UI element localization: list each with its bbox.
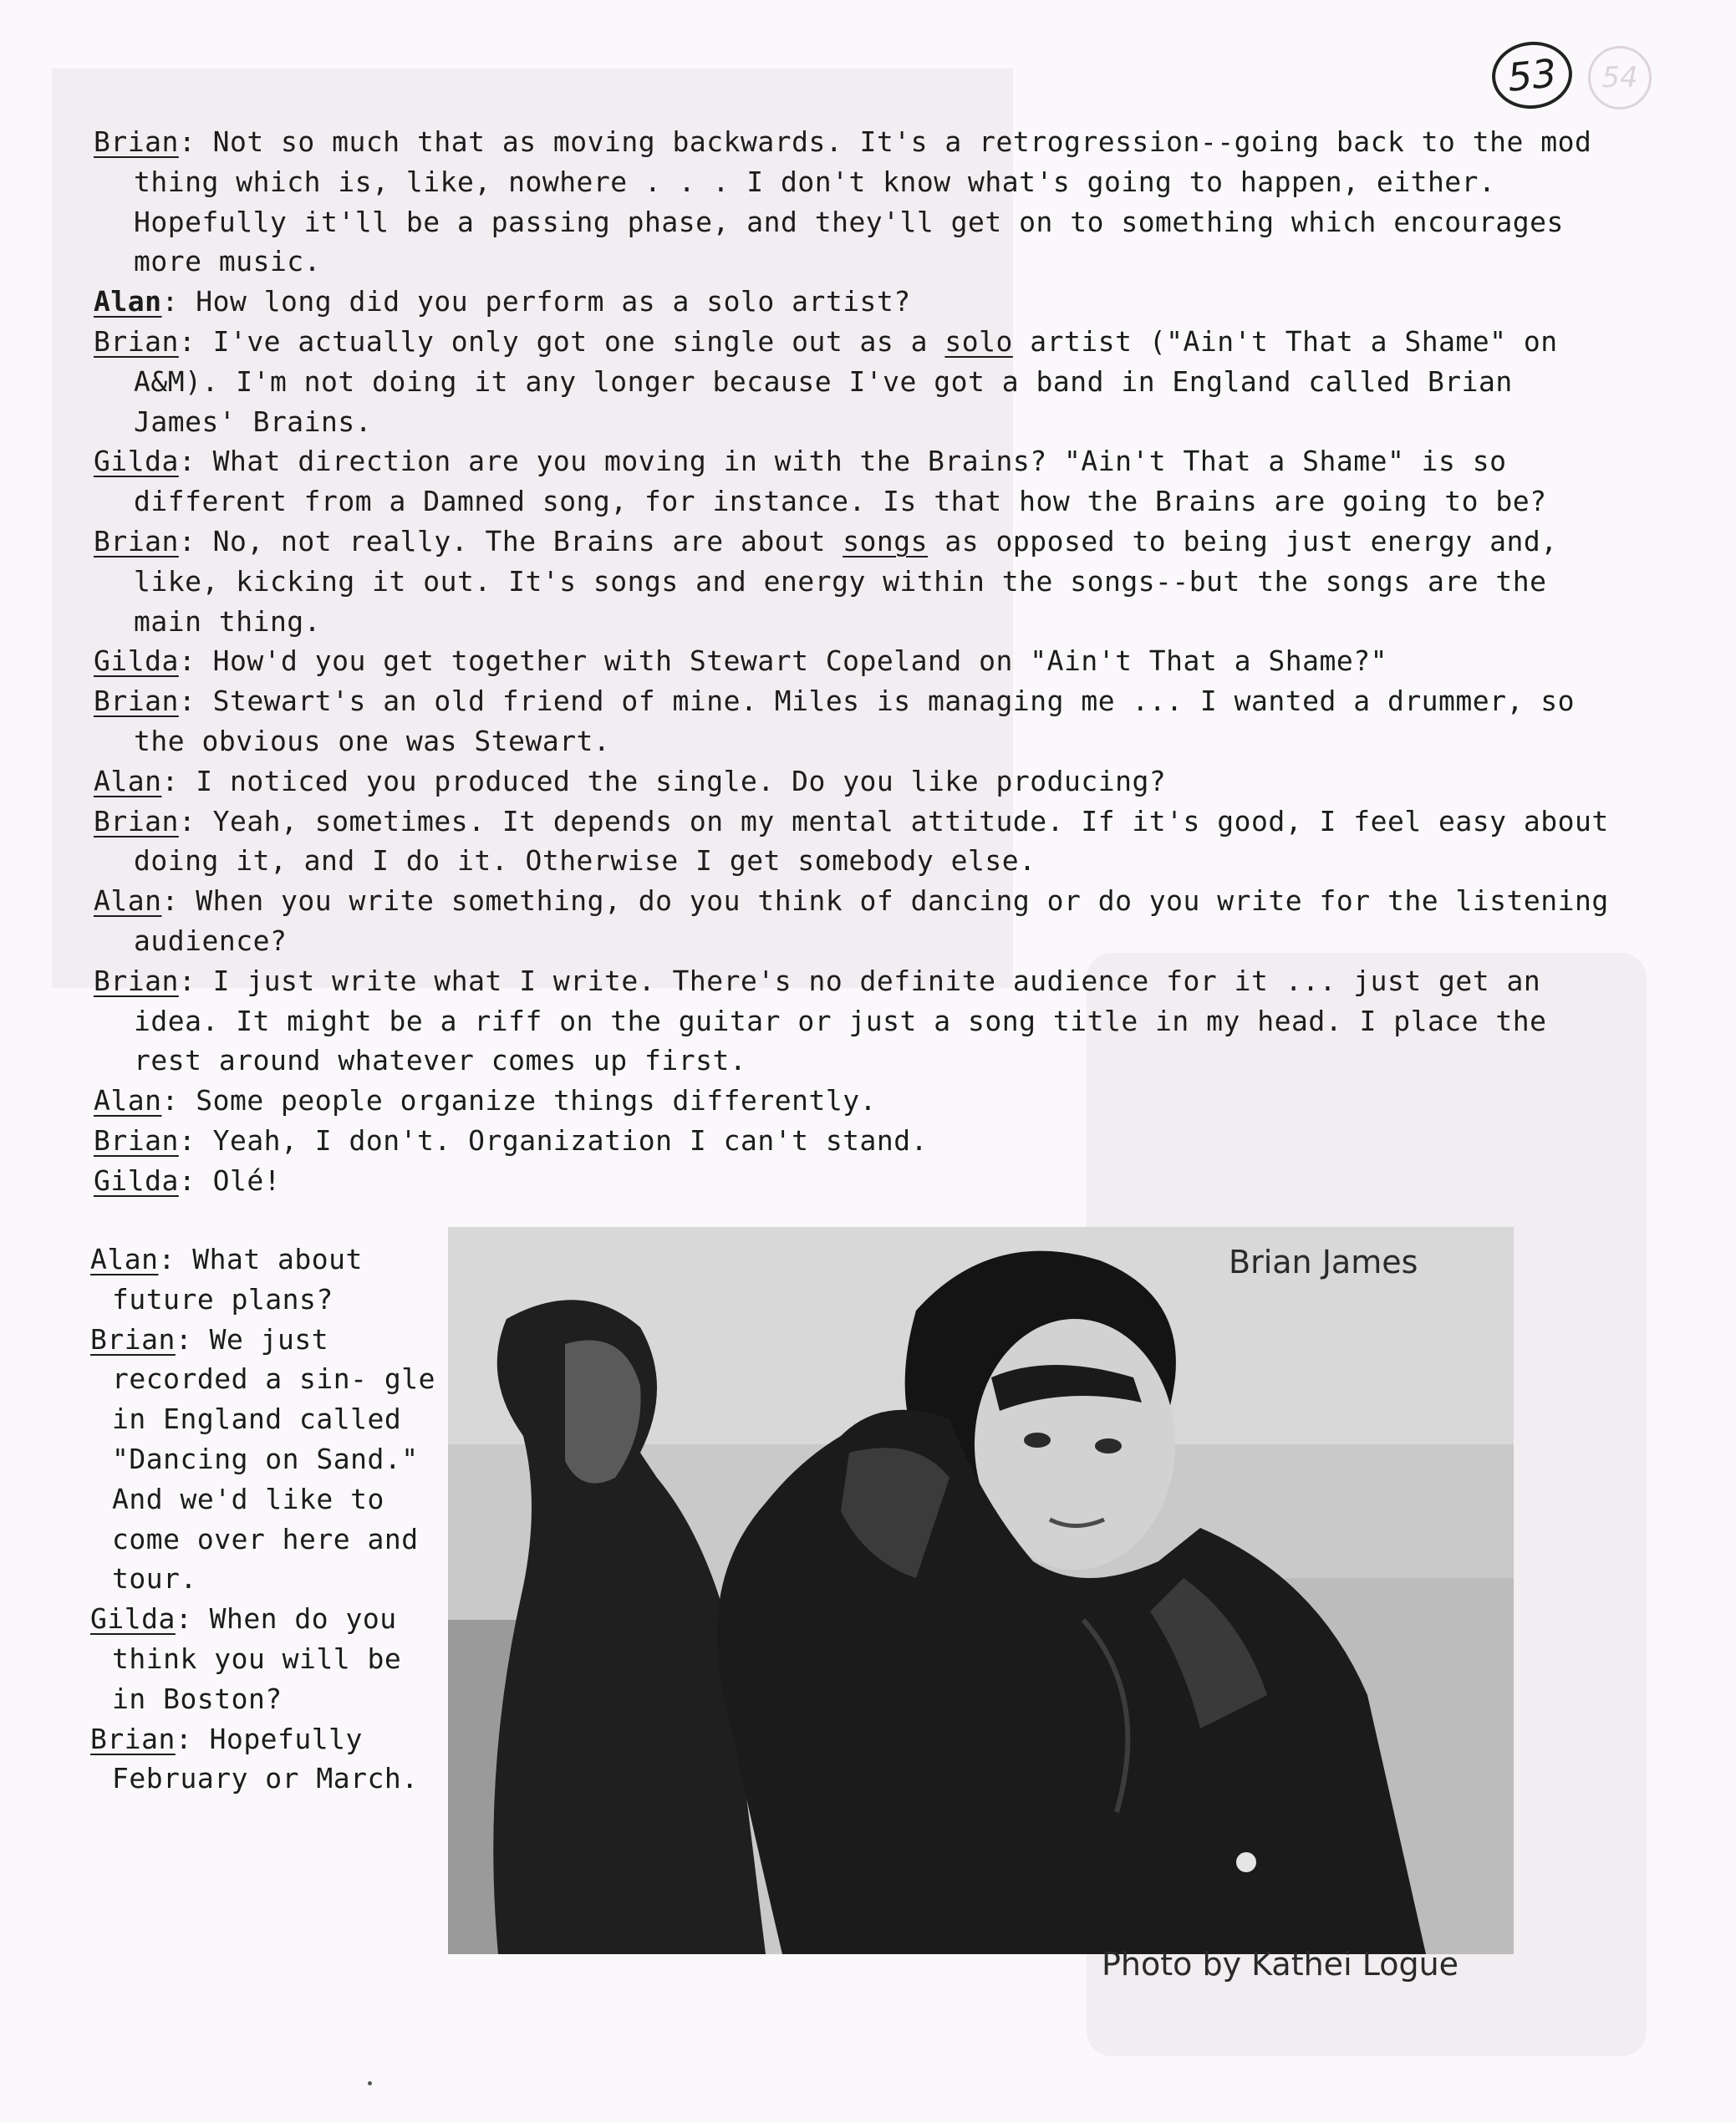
band-photo-drawing: [448, 1227, 1514, 1954]
speaker-name: Brian: [94, 804, 179, 837]
speaker-name: Brian: [94, 324, 179, 358]
transcript-entry: [94, 641, 1623, 681]
speaker-name: Brian: [90, 1322, 176, 1356]
speaker-name: Gilda: [94, 1163, 179, 1197]
page-number-bleed: 54: [1588, 46, 1652, 109]
speech-text: : Not so much that as moving backwards. It's a retrogression--going back to the mod thing which is, like, nowhere . . . I don't know what's going to happen, either. Hopefully it'll be a passing phase, and they'll get on to something which encourages more music.: [134, 125, 1592, 278]
transcript-entry: [90, 1240, 441, 1320]
speech-text: : I noticed you produced the single. Do you like producing?: [161, 764, 1167, 797]
speech-text: as opposed to being just energy and, like, kicking it out. It's songs and energy within the songs--but the songs are the main thing.: [134, 524, 1558, 638]
emphasized-word: songs: [843, 524, 929, 557]
emphasized-word: solo: [944, 324, 1013, 358]
transcript-entry: [90, 1719, 441, 1800]
speaker-name: Alan: [94, 285, 162, 318]
speech-text: : Olé!: [178, 1163, 282, 1197]
speaker-name: Alan: [94, 884, 162, 918]
transcript-entry: [94, 1121, 1623, 1161]
speech-text: : When do you think you will be in Boston?: [112, 1602, 402, 1715]
speck: [368, 2081, 372, 2085]
page-number: 53: [1489, 38, 1576, 113]
speaker-name: Brian: [94, 1123, 179, 1157]
transcript-entry: [94, 961, 1623, 1081]
photo-caption: Brian James: [1229, 1244, 1418, 1280]
speech-text: : How long did you perform as a solo artist?: [161, 285, 911, 318]
speech-text: : Yeah, I don't. Organization I can't stand.: [178, 1123, 929, 1157]
speech-text: : What about future plans?: [112, 1243, 363, 1316]
speech-text: : When you write something, do you think of dancing or do you write for the listening audience?: [134, 884, 1609, 957]
transcript-entry: [94, 522, 1623, 641]
photo-credit: Photo by Kathei Logue: [1102, 1946, 1459, 1983]
speaker-name: Brian: [94, 125, 179, 158]
speech-text: : How'd you get together with Stewart Copeland on "Ain't That a Shame?": [178, 644, 1387, 678]
transcript-entry: [94, 761, 1623, 802]
transcript-entry: [94, 881, 1623, 961]
speech-text: artist ("Ain't That a Shame" on A&M). I'm not doing it any longer because I've got a band in England called Brian James' Brains.: [134, 324, 1558, 438]
speech-text: : I've actually only got one single out as a: [178, 324, 945, 358]
transcript-entry: [94, 681, 1623, 761]
speech-text: : Hopefully February or March.: [112, 1722, 419, 1795]
speaker-name: Gilda: [94, 445, 179, 478]
transcript-entry: [90, 1599, 441, 1718]
transcript-entry: [90, 1320, 441, 1600]
speech-text: : No, not really. The Brains are about: [178, 524, 843, 557]
speech-text: : Yeah, sometimes. It depends on my mental attitude. If it's good, I feel easy about doing it, and I do it. Otherwise I get somebody else.: [134, 804, 1609, 878]
speaker-name: Brian: [94, 685, 179, 718]
transcript-entry: [94, 322, 1623, 441]
speech-text: : I just write what I write. There's no definite audience for it ... just get an idea. It might be a riff on the guitar or just a song title in my head. I place the rest around whatever comes up first.: [134, 964, 1547, 1077]
transcript-entry: [94, 441, 1623, 522]
band-photo: [448, 1227, 1514, 1954]
speaker-name: Alan: [94, 764, 162, 797]
interview-transcript: [94, 122, 1623, 1201]
speech-text: : Stewart's an old friend of mine. Miles is managing me ... I wanted a drummer, so the obvious one was Stewart.: [134, 685, 1575, 757]
speaker-name: Brian: [90, 1722, 176, 1755]
speech-text: : What direction are you moving in with the Brains? "Ain't That a Shame" is so different from a Damned song, for instance. Is that how the Brains are going to be?: [134, 445, 1547, 518]
transcript-entry: [94, 1161, 1623, 1201]
speech-text: : We just recorded a sin- gle in England called "Dancing on Sand." And we'd like to come over here and tour.: [112, 1322, 435, 1596]
speaker-name: Gilda: [94, 644, 179, 678]
transcript-entry: [94, 1081, 1623, 1121]
speaker-name: Gilda: [90, 1602, 176, 1636]
interview-transcript-narrow-column: [90, 1240, 441, 1799]
speaker-name: Alan: [94, 1084, 162, 1118]
speaker-name: Brian: [94, 524, 179, 557]
speech-text: : Some people organize things differently.: [161, 1084, 877, 1118]
transcript-entry: [94, 282, 1623, 322]
transcript-entry: [94, 122, 1623, 282]
speaker-name: Alan: [90, 1243, 159, 1275]
speaker-name: Brian: [94, 964, 179, 997]
transcript-entry: [94, 802, 1623, 882]
